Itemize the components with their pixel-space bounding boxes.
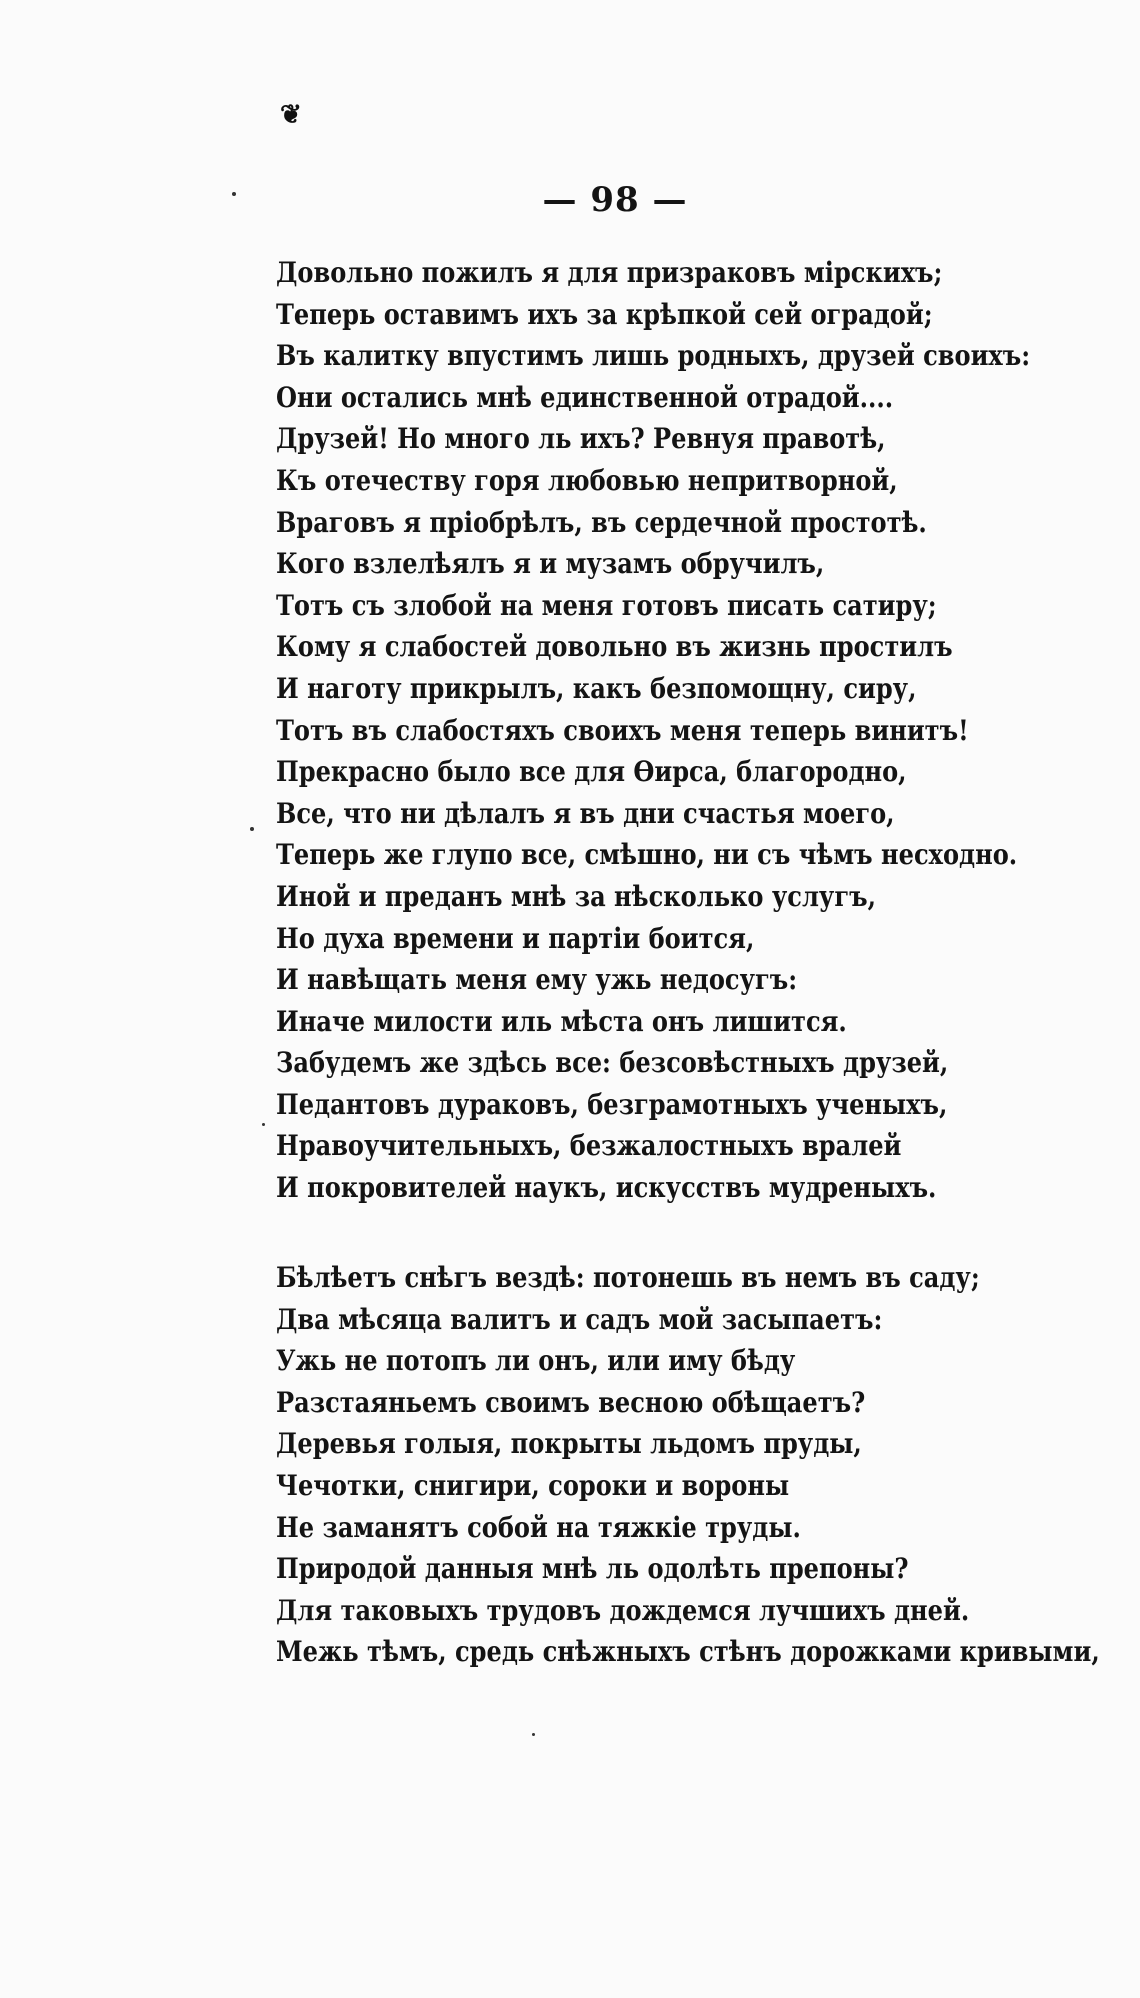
verse-line: Теперь же глупо все, смѣшно, ни съ чѣмъ несходно. <box>276 838 1018 872</box>
verse-line: Забудемъ же здѣсь все: безсовѣстныхъ друзей, <box>276 1046 949 1080</box>
verse-line: Межь тѣмъ, средь снѣжныхъ стѣнъ дорожками кривыми, <box>276 1635 1100 1669</box>
verse-line: Бѣлѣетъ снѣгъ вездѣ: потонешь въ немъ въ саду; <box>276 1261 980 1294</box>
verse-line: Къ отечеству горя любовью непритворной, <box>276 463 898 497</box>
verse-line: Иной и преданъ мнѣ за нѣсколько услугъ, <box>276 879 876 913</box>
verse-line: Они остались мнѣ единственной отрадой.... <box>276 380 894 414</box>
stanza-1 <box>276 252 1076 1209</box>
verse-line: Прекрасно было все для Ѳирса, благородно, <box>276 755 907 789</box>
verse-line: И наготу прикрылъ, какъ безпомощну, сиру, <box>276 671 917 705</box>
ornament-icon: ❦ <box>280 100 302 130</box>
stanza-2 <box>276 1257 1100 1673</box>
verse-line: Иначе милости иль мѣста онъ лишится. <box>276 1004 847 1038</box>
verse-line: Педантовъ дураковъ, безграмотныхъ ученыхъ, <box>276 1087 948 1121</box>
dust-speck <box>250 827 254 831</box>
page-number: — 98 — <box>542 180 688 220</box>
verse-line: Враговъ я пріобрѣлъ, въ сердечной простотѣ. <box>276 505 927 539</box>
verse-line: И покровителей наукъ, искусствъ мудреныхъ. <box>276 1171 937 1205</box>
verse-line: Для таковыхъ трудовъ дождемся лучшихъ дней. <box>276 1593 970 1627</box>
verse-line: Друзей! Но много ль ихъ? Ревнуя правотѣ, <box>276 422 886 456</box>
verse-line: Не заманятъ собой на тяжкіе труды. <box>276 1510 801 1544</box>
dust-speck <box>232 192 236 196</box>
verse-line: Кого взлелѣялъ я и музамъ обручилъ, <box>276 547 825 581</box>
verse-line: Тотъ съ злобой на меня готовъ писать сатиру; <box>276 588 937 622</box>
verse-line: Тотъ въ слабостяхъ своихъ меня теперь винитъ! <box>276 713 969 747</box>
verse-line: И навѣщать меня ему ужь недосугъ: <box>276 963 798 997</box>
verse-line: Разстаяньемъ своимъ весною обѣщаетъ? <box>276 1385 866 1419</box>
verse-line: Въ калитку впустимъ лишь родныхъ, друзей своихъ: <box>276 339 1031 373</box>
verse-line: Довольно пожилъ я для призраковъ мірскихъ; <box>276 256 943 289</box>
verse-line: Теперь оставимъ ихъ за крѣпкой сей оградой; <box>276 297 933 331</box>
verse-line: Природой данныя мнѣ ль одолѣть препоны? <box>276 1552 909 1586</box>
dust-speck <box>532 1733 535 1736</box>
verse-line: Нравоучительныхъ, безжалостныхъ вралей <box>276 1129 902 1163</box>
verse-line: Чечотки, снигири, сороки и вороны <box>276 1468 790 1502</box>
verse-line: Все, что ни дѣлалъ я въ дни счастья моего, <box>276 796 895 830</box>
verse-line: Кому я слабостей довольно въ жизнь простилъ <box>276 630 953 664</box>
verse-line: Деревья голыя, покрыты льдомъ пруды, <box>276 1427 862 1461</box>
verse-line: Ужь не потопъ ли онъ, или иму бѣду <box>276 1344 796 1378</box>
verse-line: Два мѣсяца валитъ и садъ мой засыпаетъ: <box>276 1302 883 1336</box>
dust-speck <box>262 1123 265 1126</box>
verse-line: Но духа времени и партіи боится, <box>276 921 755 955</box>
